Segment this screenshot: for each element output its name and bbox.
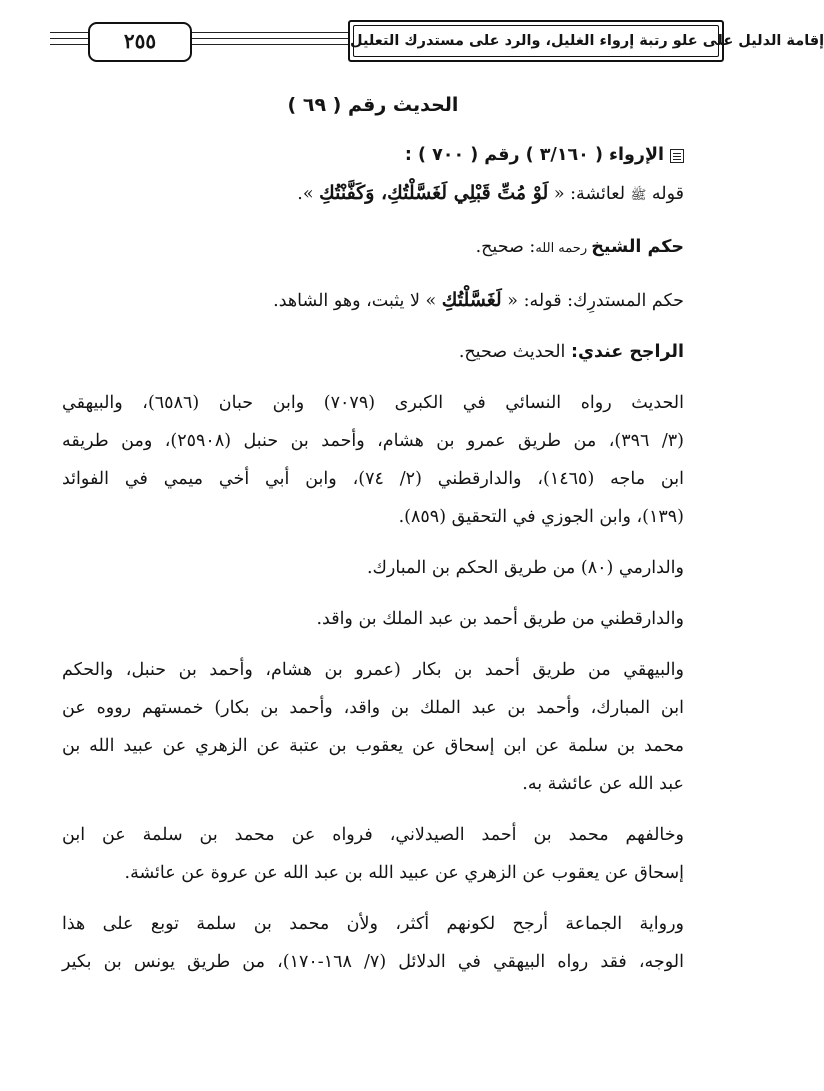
hadith-heading: الحديث رقم ( ٦٩ ) <box>287 94 459 116</box>
ruling-value: : صحيح. <box>475 237 536 257</box>
irwa-label: الإرواء ( ٣/١٦٠ ) رقم ( ٧٠٠ ) : <box>404 145 664 165</box>
paragraph <box>62 549 684 587</box>
book-icon <box>670 149 684 163</box>
paragraph-line: وخالفهم محمد بن أحمد الصيدلاني، فرواه عن محمد بن سلمة عن ابن <box>62 825 684 845</box>
paragraph-line: (١٣٩)، وابن الجوزي في التحقيق (٨٥٩). <box>398 507 684 527</box>
ruling-label: حكم الشيخ <box>591 237 684 257</box>
hadith-quote: لَوْ مُتِّ قَبْلِي لَغَسَّلْتُكِ، وَكَفَّنْتُكِ <box>319 182 549 204</box>
paragraph-line: الحديث رواه النسائي في الكبرى (٧٠٧٩) وابن حبان (٦٥٨٦)، والبيهقي <box>62 393 685 413</box>
hadith-text-line <box>62 174 684 215</box>
paragraph-line: (٣/ ٣٩٦)، من طريق عمرو بن هشام، وأحمد بن حنبل (٢٥٩٠٨)، ومن طريقه <box>62 431 684 451</box>
paragraph-line: محمد بن سلمة عن ابن إسحاق عن يعقوب بن عتبة عن الزهري عن عبيد الله بن <box>62 736 684 756</box>
paragraph <box>62 384 684 536</box>
mustadrik-ruling-line <box>62 281 684 320</box>
preferred-label: الراجح عندي: <box>570 342 684 362</box>
paragraph-line: ابن المبارك، وأحمد بن عبد الملك بن واقد، وأحمد بن بكار) خمستهم رووه عن <box>62 698 684 718</box>
text-span: حكم المستدرِك: قوله: « <box>501 291 684 311</box>
honorific: رحمه الله <box>535 241 592 256</box>
quoted-word: لَغَسَّلْتُكِ <box>441 289 502 311</box>
paragraph <box>62 651 684 803</box>
preferred-value: الحديث صحيح. <box>458 342 571 362</box>
paragraph-line: والدارمي (٨٠) من طريق الحكم بن المبارك. <box>366 558 684 578</box>
irwa-reference <box>62 136 684 174</box>
text-span: قوله <box>646 184 684 204</box>
paragraph-line: عبد الله عن عائشة به. <box>522 774 684 794</box>
paragraph-line: والدارقطني من طريق أحمد بن عبد الملك بن واقد. <box>316 609 684 629</box>
preferred-ruling-line <box>62 333 684 371</box>
paragraph-line: ابن ماجه (١٤٦٥)، والدارقطني (٢/ ٧٤)، وابن أبي أخي ميمي في الفوائد <box>62 469 684 489</box>
paragraph-line: والبيهقي من طريق أحمد بن بكار (عمرو بن هشام، وأحمد بن حنبل، والحكم <box>62 660 684 680</box>
paragraph-line: إسحاق عن يعقوب عن الزهري عن عبيد الله بن عبد الله عن عروة عن عائشة. <box>124 863 684 883</box>
paragraph <box>62 600 684 638</box>
paragraph <box>62 905 684 981</box>
page-number: ٢٥٥ <box>88 22 192 62</box>
salawat-glyph: ﷺ <box>630 188 647 203</box>
paragraph-line: الوجه، فقد رواه البيهقي في الدلائل (٧/ ١٦٨-١٧٠)، من طريق يونس بن بكير <box>62 952 684 972</box>
paragraph <box>62 816 684 892</box>
page-body <box>62 88 684 1051</box>
text-span: » لا يثبت، وهو الشاهد. <box>273 291 442 311</box>
text-span: ». <box>297 184 320 204</box>
text-span: لعائشة: « <box>548 184 631 204</box>
sheikh-ruling-line <box>62 228 684 268</box>
paragraph-line: ورواية الجماعة أرجح لكونهم أكثر، ولأن محمد بن سلمة توبع على هذا <box>62 914 684 934</box>
running-title: إقامة الدليل على علو رتبة إرواء الغليل، والرد على مستدرك التعليل <box>348 20 724 62</box>
page-header <box>50 18 824 66</box>
